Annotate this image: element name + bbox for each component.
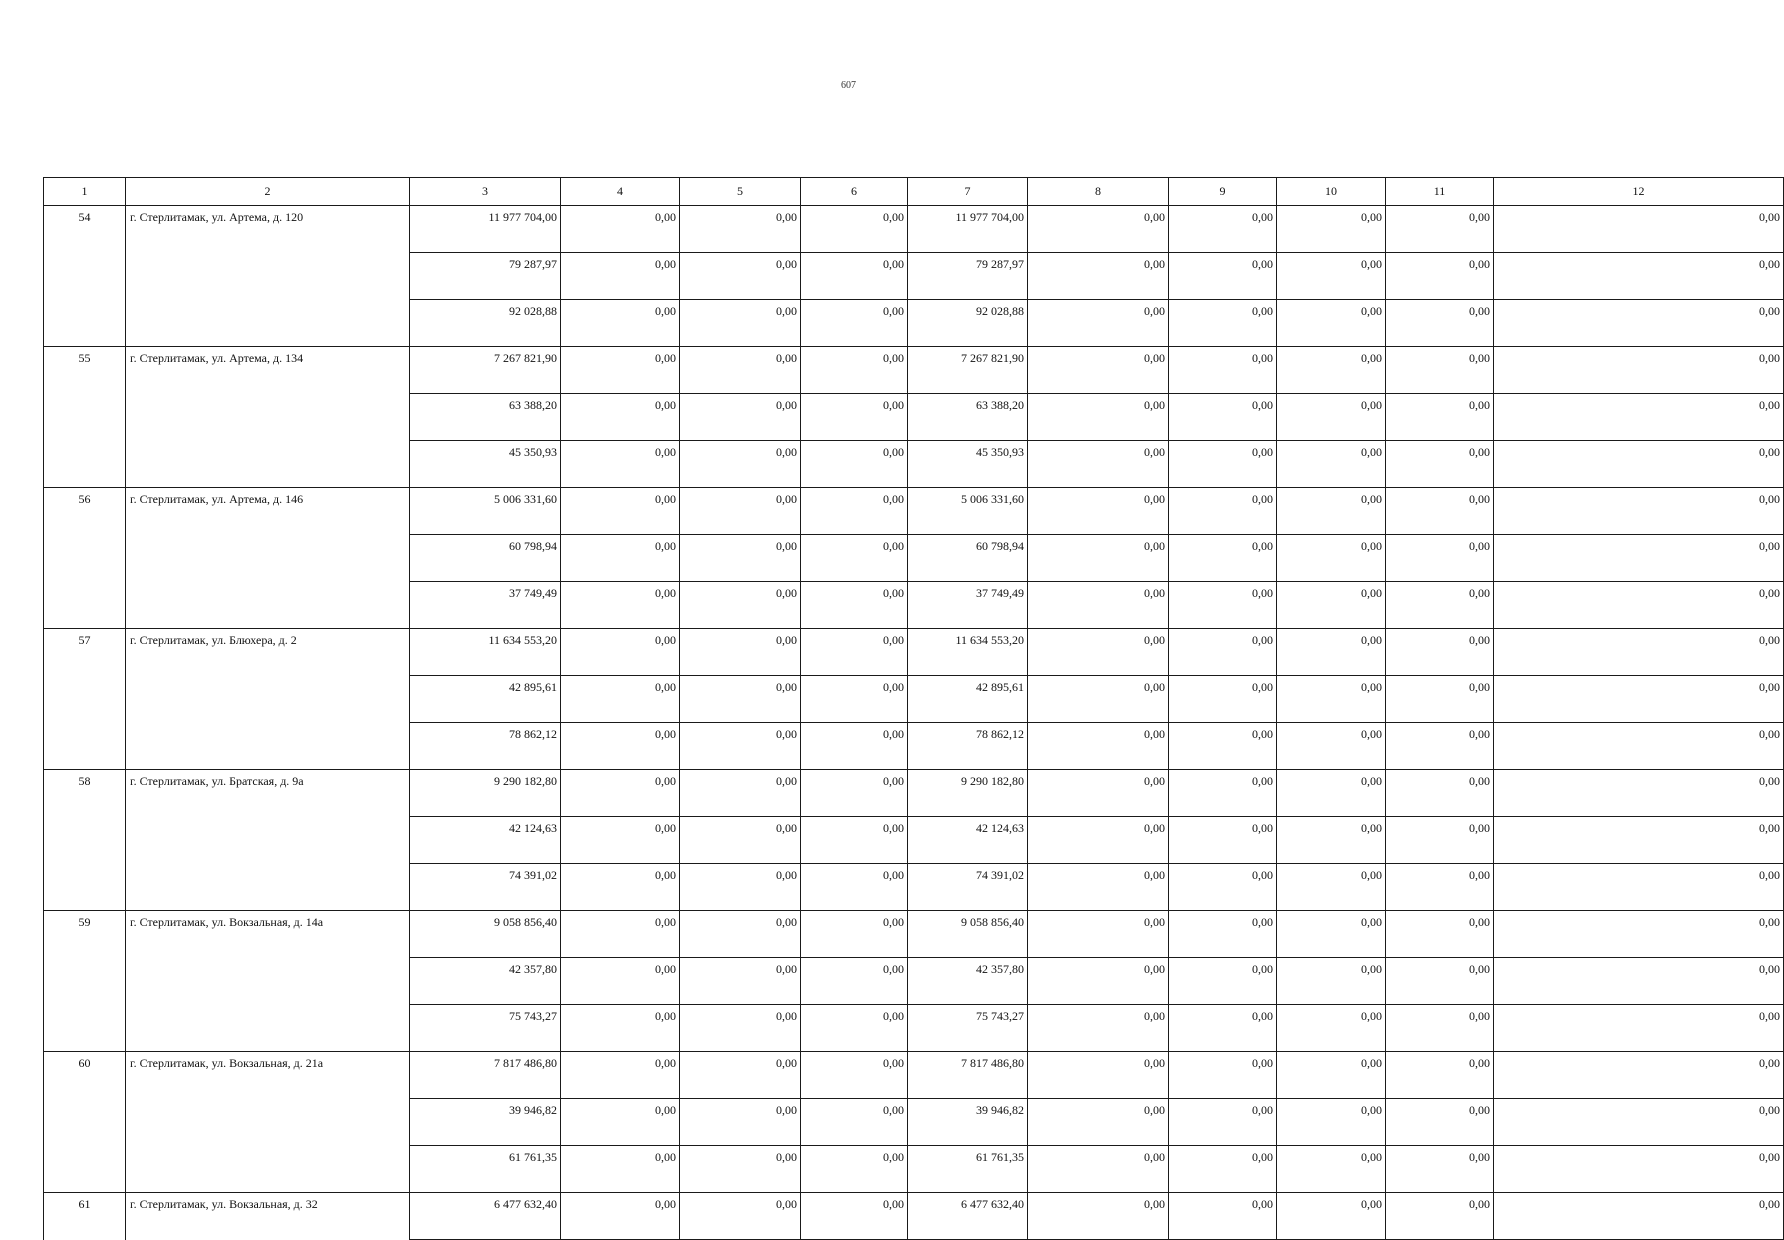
value-cell-col-7: 9 290 182,80 <box>908 770 1028 817</box>
value-cell-col-11: 0,00 <box>1386 1146 1494 1193</box>
value-cell-col-9: 0,00 <box>1169 770 1277 817</box>
value-cell-col-8: 0,00 <box>1028 958 1169 1005</box>
value-cell-col-3: 37 749,49 <box>410 582 561 629</box>
value-cell-col-6: 0,00 <box>801 253 908 300</box>
value-cell-col-12: 0,00 <box>1494 535 1784 582</box>
value-cell-col-5: 0,00 <box>680 441 801 488</box>
value-cell-col-10: 0,00 <box>1277 770 1386 817</box>
value-cell-col-7: 37 749,49 <box>908 582 1028 629</box>
value-cell-col-7: 63 388,20 <box>908 394 1028 441</box>
value-cell-col-6: 0,00 <box>801 723 908 770</box>
value-cell-col-8: 0,00 <box>1028 723 1169 770</box>
value-cell-col-6: 0,00 <box>801 911 908 958</box>
column-header-7: 7 <box>908 178 1028 206</box>
value-cell-col-7: 45 350,93 <box>908 441 1028 488</box>
value-cell-col-4: 0,00 <box>561 1146 680 1193</box>
value-cell-col-4: 0,00 <box>561 1052 680 1099</box>
value-cell-col-6: 0,00 <box>801 347 908 394</box>
value-cell-col-9: 0,00 <box>1169 676 1277 723</box>
value-cell-col-10: 0,00 <box>1277 206 1386 253</box>
table-row <box>44 1052 1784 1099</box>
value-cell-col-11: 0,00 <box>1386 629 1494 676</box>
value-cell-col-12: 0,00 <box>1494 1052 1784 1099</box>
value-cell-col-4: 0,00 <box>561 770 680 817</box>
value-cell-col-8: 0,00 <box>1028 441 1169 488</box>
value-cell-col-9: 0,00 <box>1169 206 1277 253</box>
value-cell-col-11: 0,00 <box>1386 394 1494 441</box>
value-cell-col-6: 0,00 <box>801 629 908 676</box>
value-cell-col-4: 0,00 <box>561 817 680 864</box>
column-header-3: 3 <box>410 178 561 206</box>
column-number-header <box>44 178 1784 206</box>
value-cell-col-9: 0,00 <box>1169 1052 1277 1099</box>
value-cell-col-4: 0,00 <box>561 1193 680 1240</box>
value-cell-col-12: 0,00 <box>1494 911 1784 958</box>
value-cell-col-7: 61 761,35 <box>908 1146 1028 1193</box>
value-cell-col-5: 0,00 <box>680 864 801 911</box>
value-cell-col-6: 0,00 <box>801 300 908 347</box>
value-cell-col-3: 79 287,97 <box>410 253 561 300</box>
value-cell-col-10: 0,00 <box>1277 817 1386 864</box>
value-cell-col-8: 0,00 <box>1028 864 1169 911</box>
value-cell-col-8: 0,00 <box>1028 206 1169 253</box>
value-cell-col-7: 42 124,63 <box>908 817 1028 864</box>
value-cell-col-4: 0,00 <box>561 676 680 723</box>
value-cell-col-9: 0,00 <box>1169 300 1277 347</box>
value-cell-col-4: 0,00 <box>561 394 680 441</box>
value-cell-col-3: 42 357,80 <box>410 958 561 1005</box>
column-header-11: 11 <box>1386 178 1494 206</box>
value-cell-col-8: 0,00 <box>1028 394 1169 441</box>
value-cell-col-6: 0,00 <box>801 864 908 911</box>
value-cell-col-10: 0,00 <box>1277 676 1386 723</box>
column-header-10: 10 <box>1277 178 1386 206</box>
value-cell-col-9: 0,00 <box>1169 629 1277 676</box>
value-cell-col-4: 0,00 <box>561 629 680 676</box>
value-cell-col-6: 0,00 <box>801 1193 908 1240</box>
value-cell-col-12: 0,00 <box>1494 723 1784 770</box>
value-cell-col-11: 0,00 <box>1386 488 1494 535</box>
value-cell-col-11: 0,00 <box>1386 1193 1494 1240</box>
value-cell-col-5: 0,00 <box>680 347 801 394</box>
value-cell-col-5: 0,00 <box>680 1146 801 1193</box>
value-cell-col-8: 0,00 <box>1028 1005 1169 1052</box>
table-row <box>44 347 1784 394</box>
value-cell-col-4: 0,00 <box>561 347 680 394</box>
value-cell-col-9: 0,00 <box>1169 1099 1277 1146</box>
value-cell-col-12: 0,00 <box>1494 206 1784 253</box>
value-cell-col-4: 0,00 <box>561 582 680 629</box>
value-cell-col-5: 0,00 <box>680 253 801 300</box>
value-cell-col-12: 0,00 <box>1494 817 1784 864</box>
building-address: г. Стерлитамак, ул. Братская, д. 9а <box>126 770 410 911</box>
value-cell-col-7: 79 287,97 <box>908 253 1028 300</box>
value-cell-col-6: 0,00 <box>801 441 908 488</box>
value-cell-col-8: 0,00 <box>1028 253 1169 300</box>
value-cell-col-5: 0,00 <box>680 723 801 770</box>
value-cell-col-8: 0,00 <box>1028 1193 1169 1240</box>
value-cell-col-6: 0,00 <box>801 582 908 629</box>
value-cell-col-10: 0,00 <box>1277 347 1386 394</box>
value-cell-col-8: 0,00 <box>1028 347 1169 394</box>
table-row <box>44 488 1784 535</box>
value-cell-col-5: 0,00 <box>680 770 801 817</box>
value-cell-col-10: 0,00 <box>1277 911 1386 958</box>
value-cell-col-3: 45 350,93 <box>410 441 561 488</box>
value-cell-col-4: 0,00 <box>561 206 680 253</box>
value-cell-col-11: 0,00 <box>1386 1005 1494 1052</box>
value-cell-col-9: 0,00 <box>1169 1005 1277 1052</box>
value-cell-col-7: 11 634 553,20 <box>908 629 1028 676</box>
value-cell-col-6: 0,00 <box>801 1005 908 1052</box>
table-row <box>44 629 1784 676</box>
column-header-1: 1 <box>44 178 126 206</box>
value-cell-col-7: 78 862,12 <box>908 723 1028 770</box>
value-cell-col-5: 0,00 <box>680 911 801 958</box>
value-cell-col-9: 0,00 <box>1169 347 1277 394</box>
value-cell-col-3: 92 028,88 <box>410 300 561 347</box>
value-cell-col-11: 0,00 <box>1386 535 1494 582</box>
value-cell-col-8: 0,00 <box>1028 582 1169 629</box>
value-cell-col-5: 0,00 <box>680 582 801 629</box>
housing-repair-table <box>43 177 1784 1240</box>
value-cell-col-4: 0,00 <box>561 300 680 347</box>
value-cell-col-10: 0,00 <box>1277 723 1386 770</box>
value-cell-col-3: 74 391,02 <box>410 864 561 911</box>
value-cell-col-6: 0,00 <box>801 535 908 582</box>
value-cell-col-4: 0,00 <box>561 253 680 300</box>
value-cell-col-12: 0,00 <box>1494 864 1784 911</box>
value-cell-col-10: 0,00 <box>1277 253 1386 300</box>
value-cell-col-8: 0,00 <box>1028 1052 1169 1099</box>
value-cell-col-7: 92 028,88 <box>908 300 1028 347</box>
value-cell-col-10: 0,00 <box>1277 864 1386 911</box>
value-cell-col-12: 0,00 <box>1494 1146 1784 1193</box>
value-cell-col-12: 0,00 <box>1494 441 1784 488</box>
value-cell-col-8: 0,00 <box>1028 300 1169 347</box>
value-cell-col-7: 5 006 331,60 <box>908 488 1028 535</box>
value-cell-col-7: 6 477 632,40 <box>908 1193 1028 1240</box>
value-cell-col-5: 0,00 <box>680 394 801 441</box>
table-body <box>44 206 1784 1240</box>
value-cell-col-9: 0,00 <box>1169 253 1277 300</box>
value-cell-col-12: 0,00 <box>1494 958 1784 1005</box>
value-cell-col-6: 0,00 <box>801 676 908 723</box>
row-index: 57 <box>44 629 126 770</box>
value-cell-col-3: 6 477 632,40 <box>410 1193 561 1240</box>
value-cell-col-6: 0,00 <box>801 1052 908 1099</box>
row-index: 54 <box>44 206 126 347</box>
table-row <box>44 1193 1784 1240</box>
value-cell-col-10: 0,00 <box>1277 582 1386 629</box>
value-cell-col-9: 0,00 <box>1169 441 1277 488</box>
value-cell-col-6: 0,00 <box>801 770 908 817</box>
row-index: 56 <box>44 488 126 629</box>
column-header-12: 12 <box>1494 178 1784 206</box>
value-cell-col-10: 0,00 <box>1277 488 1386 535</box>
value-cell-col-4: 0,00 <box>561 441 680 488</box>
value-cell-col-12: 0,00 <box>1494 1005 1784 1052</box>
value-cell-col-6: 0,00 <box>801 206 908 253</box>
row-index: 60 <box>44 1052 126 1193</box>
value-cell-col-4: 0,00 <box>561 723 680 770</box>
document-sheet <box>43 177 1780 1211</box>
value-cell-col-3: 61 761,35 <box>410 1146 561 1193</box>
value-cell-col-7: 11 977 704,00 <box>908 206 1028 253</box>
value-cell-col-3: 60 798,94 <box>410 535 561 582</box>
value-cell-col-11: 0,00 <box>1386 347 1494 394</box>
value-cell-col-11: 0,00 <box>1386 911 1494 958</box>
value-cell-col-7: 7 817 486,80 <box>908 1052 1028 1099</box>
value-cell-col-12: 0,00 <box>1494 394 1784 441</box>
value-cell-col-10: 0,00 <box>1277 1005 1386 1052</box>
table-row <box>44 770 1784 817</box>
value-cell-col-5: 0,00 <box>680 1052 801 1099</box>
building-address: г. Стерлитамак, ул. Артема, д. 134 <box>126 347 410 488</box>
value-cell-col-9: 0,00 <box>1169 1146 1277 1193</box>
value-cell-col-8: 0,00 <box>1028 629 1169 676</box>
value-cell-col-11: 0,00 <box>1386 723 1494 770</box>
value-cell-col-12: 0,00 <box>1494 347 1784 394</box>
value-cell-col-4: 0,00 <box>561 1005 680 1052</box>
value-cell-col-3: 9 290 182,80 <box>410 770 561 817</box>
value-cell-col-3: 78 862,12 <box>410 723 561 770</box>
value-cell-col-11: 0,00 <box>1386 770 1494 817</box>
value-cell-col-3: 42 124,63 <box>410 817 561 864</box>
value-cell-col-3: 11 977 704,00 <box>410 206 561 253</box>
value-cell-col-6: 0,00 <box>801 488 908 535</box>
value-cell-col-3: 5 006 331,60 <box>410 488 561 535</box>
value-cell-col-8: 0,00 <box>1028 535 1169 582</box>
value-cell-col-9: 0,00 <box>1169 864 1277 911</box>
value-cell-col-3: 11 634 553,20 <box>410 629 561 676</box>
value-cell-col-5: 0,00 <box>680 1099 801 1146</box>
value-cell-col-5: 0,00 <box>680 817 801 864</box>
value-cell-col-4: 0,00 <box>561 911 680 958</box>
value-cell-col-8: 0,00 <box>1028 911 1169 958</box>
value-cell-col-5: 0,00 <box>680 676 801 723</box>
value-cell-col-8: 0,00 <box>1028 1146 1169 1193</box>
building-address: г. Стерлитамак, ул. Вокзальная, д. 14а <box>126 911 410 1052</box>
value-cell-col-3: 63 388,20 <box>410 394 561 441</box>
value-cell-col-7: 7 267 821,90 <box>908 347 1028 394</box>
value-cell-col-5: 0,00 <box>680 535 801 582</box>
value-cell-col-12: 0,00 <box>1494 1193 1784 1240</box>
column-header-2: 2 <box>126 178 410 206</box>
value-cell-col-6: 0,00 <box>801 1146 908 1193</box>
row-index: 55 <box>44 347 126 488</box>
table-row <box>44 206 1784 253</box>
value-cell-col-3: 7 817 486,80 <box>410 1052 561 1099</box>
value-cell-col-9: 0,00 <box>1169 817 1277 864</box>
building-address: г. Стерлитамак, ул. Артема, д. 146 <box>126 488 410 629</box>
value-cell-col-10: 0,00 <box>1277 394 1386 441</box>
value-cell-col-4: 0,00 <box>561 864 680 911</box>
value-cell-col-10: 0,00 <box>1277 535 1386 582</box>
value-cell-col-7: 74 391,02 <box>908 864 1028 911</box>
value-cell-col-11: 0,00 <box>1386 958 1494 1005</box>
value-cell-col-3: 75 743,27 <box>410 1005 561 1052</box>
value-cell-col-10: 0,00 <box>1277 1193 1386 1240</box>
column-header-6: 6 <box>801 178 908 206</box>
value-cell-col-11: 0,00 <box>1386 1099 1494 1146</box>
value-cell-col-10: 0,00 <box>1277 1052 1386 1099</box>
value-cell-col-5: 0,00 <box>680 300 801 347</box>
value-cell-col-12: 0,00 <box>1494 629 1784 676</box>
value-cell-col-7: 42 357,80 <box>908 958 1028 1005</box>
value-cell-col-12: 0,00 <box>1494 770 1784 817</box>
value-cell-col-11: 0,00 <box>1386 817 1494 864</box>
value-cell-col-10: 0,00 <box>1277 1146 1386 1193</box>
value-cell-col-9: 0,00 <box>1169 958 1277 1005</box>
value-cell-col-12: 0,00 <box>1494 582 1784 629</box>
value-cell-col-6: 0,00 <box>801 817 908 864</box>
value-cell-col-5: 0,00 <box>680 1005 801 1052</box>
value-cell-col-9: 0,00 <box>1169 582 1277 629</box>
value-cell-col-9: 0,00 <box>1169 535 1277 582</box>
value-cell-col-8: 0,00 <box>1028 770 1169 817</box>
value-cell-col-4: 0,00 <box>561 535 680 582</box>
value-cell-col-8: 0,00 <box>1028 676 1169 723</box>
building-address: г. Стерлитамак, ул. Вокзальная, д. 21а <box>126 1052 410 1193</box>
value-cell-col-12: 0,00 <box>1494 253 1784 300</box>
value-cell-col-7: 39 946,82 <box>908 1099 1028 1146</box>
value-cell-col-9: 0,00 <box>1169 723 1277 770</box>
value-cell-col-7: 75 743,27 <box>908 1005 1028 1052</box>
value-cell-col-11: 0,00 <box>1386 253 1494 300</box>
value-cell-col-7: 9 058 856,40 <box>908 911 1028 958</box>
value-cell-col-10: 0,00 <box>1277 958 1386 1005</box>
value-cell-col-11: 0,00 <box>1386 206 1494 253</box>
value-cell-col-9: 0,00 <box>1169 911 1277 958</box>
row-index: 59 <box>44 911 126 1052</box>
building-address: г. Стерлитамак, ул. Вокзальная, д. 32 <box>126 1193 410 1240</box>
value-cell-col-11: 0,00 <box>1386 864 1494 911</box>
value-cell-col-4: 0,00 <box>561 488 680 535</box>
column-header-4: 4 <box>561 178 680 206</box>
value-cell-col-5: 0,00 <box>680 1193 801 1240</box>
value-cell-col-11: 0,00 <box>1386 441 1494 488</box>
value-cell-col-8: 0,00 <box>1028 1099 1169 1146</box>
value-cell-col-10: 0,00 <box>1277 1099 1386 1146</box>
value-cell-col-8: 0,00 <box>1028 817 1169 864</box>
value-cell-col-3: 42 895,61 <box>410 676 561 723</box>
value-cell-col-4: 0,00 <box>561 1099 680 1146</box>
value-cell-col-5: 0,00 <box>680 958 801 1005</box>
building-address: г. Стерлитамак, ул. Блюхера, д. 2 <box>126 629 410 770</box>
value-cell-col-11: 0,00 <box>1386 300 1494 347</box>
value-cell-col-10: 0,00 <box>1277 629 1386 676</box>
value-cell-col-12: 0,00 <box>1494 488 1784 535</box>
value-cell-col-11: 0,00 <box>1386 582 1494 629</box>
building-address: г. Стерлитамак, ул. Артема, д. 120 <box>126 206 410 347</box>
column-header-9: 9 <box>1169 178 1277 206</box>
value-cell-col-12: 0,00 <box>1494 300 1784 347</box>
table-row <box>44 911 1784 958</box>
value-cell-col-5: 0,00 <box>680 206 801 253</box>
value-cell-col-3: 39 946,82 <box>410 1099 561 1146</box>
value-cell-col-12: 0,00 <box>1494 1099 1784 1146</box>
value-cell-col-11: 0,00 <box>1386 676 1494 723</box>
column-header-8: 8 <box>1028 178 1169 206</box>
value-cell-col-3: 7 267 821,90 <box>410 347 561 394</box>
value-cell-col-9: 0,00 <box>1169 488 1277 535</box>
value-cell-col-3: 9 058 856,40 <box>410 911 561 958</box>
value-cell-col-8: 0,00 <box>1028 488 1169 535</box>
value-cell-col-6: 0,00 <box>801 958 908 1005</box>
value-cell-col-5: 0,00 <box>680 629 801 676</box>
value-cell-col-6: 0,00 <box>801 394 908 441</box>
value-cell-col-10: 0,00 <box>1277 300 1386 347</box>
row-index: 58 <box>44 770 126 911</box>
value-cell-col-5: 0,00 <box>680 488 801 535</box>
value-cell-col-11: 0,00 <box>1386 1052 1494 1099</box>
value-cell-col-9: 0,00 <box>1169 394 1277 441</box>
value-cell-col-10: 0,00 <box>1277 441 1386 488</box>
value-cell-col-12: 0,00 <box>1494 676 1784 723</box>
column-header-5: 5 <box>680 178 801 206</box>
value-cell-col-6: 0,00 <box>801 1099 908 1146</box>
value-cell-col-7: 42 895,61 <box>908 676 1028 723</box>
row-index: 61 <box>44 1193 126 1240</box>
value-cell-col-7: 60 798,94 <box>908 535 1028 582</box>
value-cell-col-4: 0,00 <box>561 958 680 1005</box>
page-number: 607 <box>841 80 856 91</box>
value-cell-col-9: 0,00 <box>1169 1193 1277 1240</box>
